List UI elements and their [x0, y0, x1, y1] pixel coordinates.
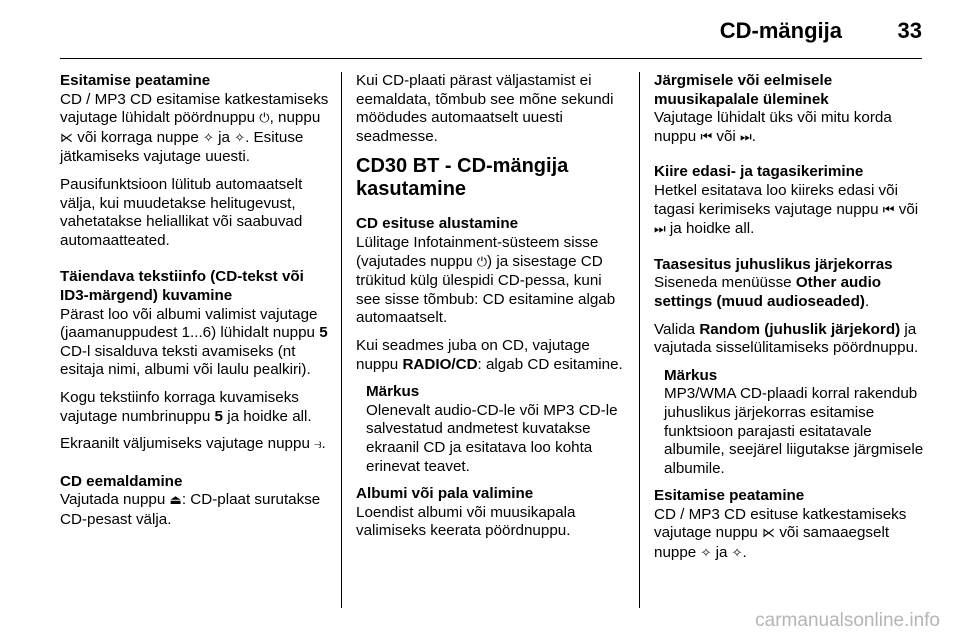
column-right — [654, 72, 926, 573]
column-divider-2 — [639, 72, 640, 608]
heading-repeat: Esitamise peatamine — [60, 72, 211, 89]
previous-track-icon: ⏮ — [882, 202, 895, 218]
seek-icon: ✧ — [234, 130, 246, 146]
repeat-section-right: Esitamise peatamine CD / MP3 CD esituse katkestamiseks vajutage nuppu ⋉ või samaaegselt nuppe ✧ ja ✧. — [654, 487, 926, 563]
page-number: 33 — [897, 18, 922, 43]
power-knob-icon: ⏻ — [476, 254, 488, 270]
repeat-section: Esitamise peatamine CD / MP3 CD esitamise katkestamiseks vajutage lühidalt pöördnuppu ⏻, nuppu ⋉ või korraga nuppe ✧ ja ✧. Esituse jätkamiseks vajutage uuesti. — [60, 72, 329, 166]
heading-fast-forward: Kiire edasi- ja tagasikerimine — [654, 163, 864, 181]
next-track-icon: ⏭ — [654, 222, 666, 238]
pause-paragraph: Pausifunktsioon lülitub automaatselt välja, kui muudetakse helitugevust, vahetatakse heliallikat või saabuvad automaatteated. — [60, 175, 303, 249]
note-title: Märkus — [664, 366, 718, 384]
back-icon: ⥽ — [314, 437, 322, 453]
random-select-paragraph: Valida Random (juhuslik järjekord) ja vajutada sisselülitamiseks pöördnuppu. — [654, 320, 919, 357]
fast-forward-section: Kiire edasi- ja tagasikerimine Hetkel esitatava loo kiireks edasi või tagasi kerimiseks vajutage nuppu ⏮ või ⏭ ja hoidke all. — [654, 163, 926, 239]
note-box — [664, 367, 926, 479]
previous-track-icon: ⏮ — [700, 129, 713, 145]
heading-repeat: Esitamise peatamine — [654, 487, 805, 505]
heading-remove: CD eemaldamine — [60, 472, 183, 490]
header-rule — [60, 58, 922, 59]
next-section: Järgmisele või eelmisele muusikapalale üleminek Vajutage lühidalt üks või mitu korda nuppu ⏮ või ⏭. — [654, 72, 926, 147]
watermark: carmanualsonline.info — [755, 610, 940, 631]
exit-paragraph: Ekraanilt väljumiseks vajutage nuppu ⥽. — [60, 435, 326, 453]
note-title: Märkus — [366, 383, 420, 401]
heading-next: Järgmisele või eelmisele muusikapalale üleminek — [654, 72, 833, 108]
note-text: Olenevalt audio-CD-le või MP3 CD-le salvestatud andmetest kuvatakse ekraanil CD ja esitatava loo kohta erinevat teavet. — [366, 401, 618, 475]
heading-cd30: CD30 BT - CD-mängija kasutamine — [356, 155, 569, 201]
extra-info-section: Täiendava tekstiinfo (CD-tekst või ID3-märgend) kuvamine Pärast loo või albumi valimist vajutage (jaamanuppudest 1...6) lühidalt nuppu 5 CD-l sisalduva teksti avamiseks (nt esitaja nimi, albumi või laulu pealkiri). — [60, 268, 330, 380]
mute-icon: ⋉ — [762, 526, 776, 542]
start-section: CD esituse alustamine Lülitage Infotainment-süsteem sisse (vajutades nuppu ⏻) ja sisestage CD trükitud külg ülespidi CD-pessa, kuni see sisse tõmbub: CD esitamine algab automaatselt. — [356, 215, 624, 328]
note-text: MP3/WMA CD-plaadi korral rakendub juhuslikus järjekorras esitamise funktsioon parajasti esitatavale albumile, seejärel liigutakse järgmisele albumile. — [664, 385, 924, 477]
eject-icon: ⏏ — [169, 493, 182, 509]
seek-icon: ✧ — [731, 546, 743, 562]
remove-section: CD eemaldamine Vajutada nuppu ⏏: CD-plaat surutakse CD-pesast välja. — [60, 473, 330, 530]
reload-paragraph: Kui CD-plaati pärast väljastamist ei eemaldata, tõmbub see mõne sekundi möödudes automaatselt uuesti seadmesse. — [356, 72, 614, 145]
heading-start: CD esituse alustamine — [356, 215, 519, 233]
heading-extra-info: Täiendava tekstiinfo (CD-tekst või ID3-märgend) kuvamine — [60, 268, 304, 304]
next-track-icon: ⏭ — [740, 129, 752, 145]
select-section: Albumi või pala valimine Loendist albumi või muusikapala valimiseks keerata pöördnuppu. — [356, 485, 624, 541]
all-info-paragraph: Kogu tekstiinfo korraga kuvamiseks vajutage numbrinuppu 5 ja hoidke all. — [60, 388, 312, 425]
seek-icon: ✧ — [203, 130, 214, 146]
note-box — [366, 383, 624, 476]
heading-select: Albumi või pala valimine — [356, 485, 534, 503]
column-divider-1 — [341, 72, 342, 608]
column-left — [60, 72, 330, 538]
random-section: Taasesitus juhuslikus järjekorras Siseneda menüüsse Other audio settings (muud audioseaded). — [654, 256, 926, 312]
page-header — [0, 0, 960, 62]
heading-random: Taasesitus juhuslikus järjekorras — [654, 255, 893, 273]
mute-icon: ⋉ — [60, 130, 73, 146]
page-title: CD-mängija — [719, 18, 842, 43]
seek-icon: ✧ — [700, 546, 712, 562]
power-knob-icon: ⏻ — [259, 111, 270, 127]
already-paragraph: Kui seadmes juba on CD, vajutage nuppu RADIO/CD: algab CD esitamine. — [356, 336, 623, 373]
column-middle — [356, 72, 624, 550]
